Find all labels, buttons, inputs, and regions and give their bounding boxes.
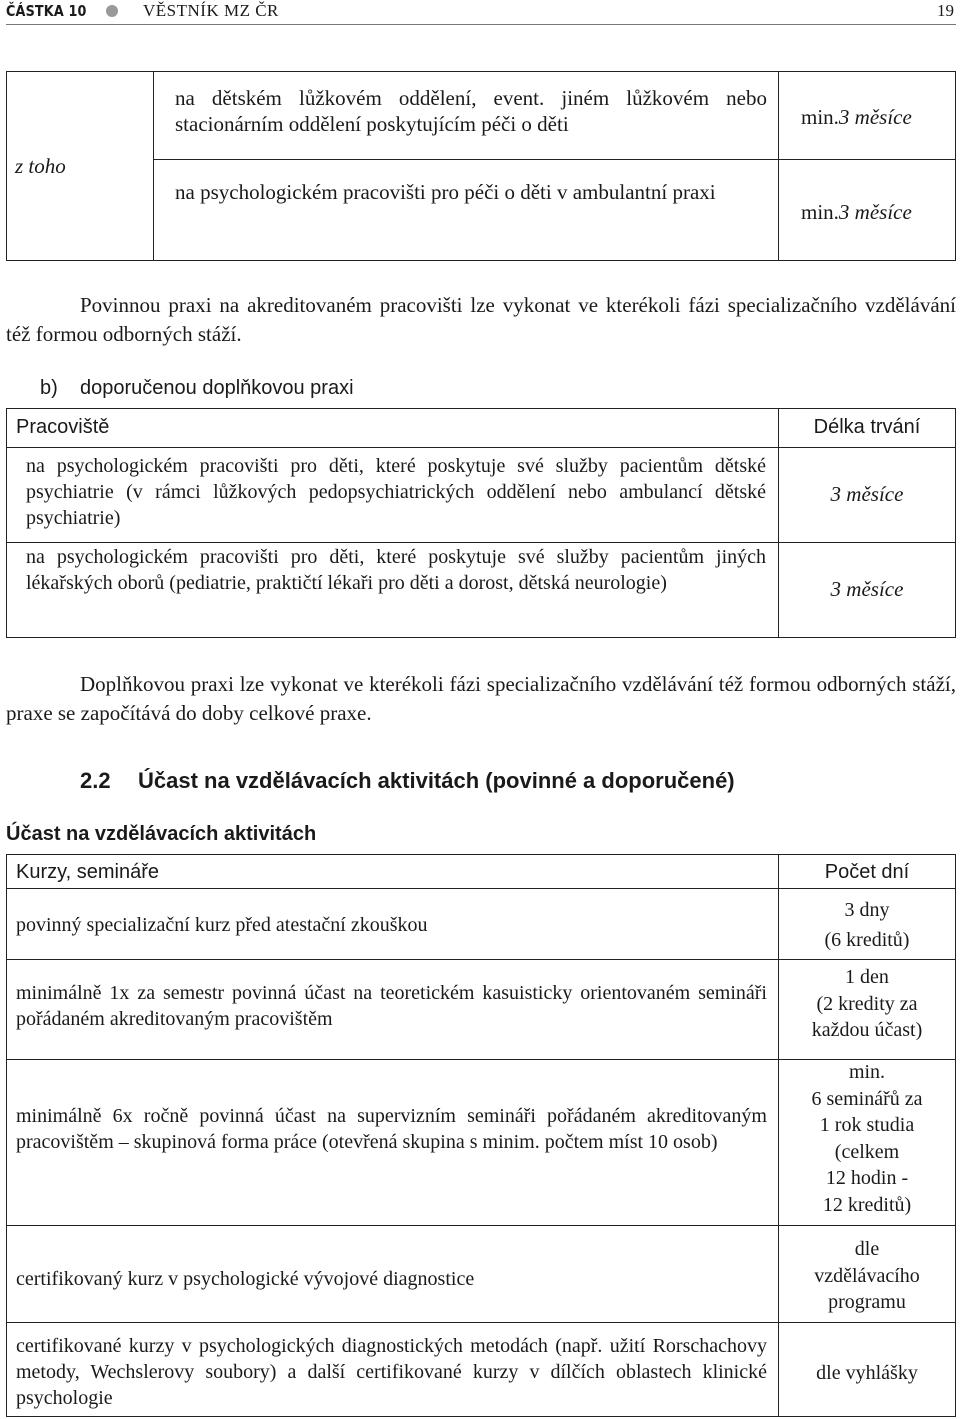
practice-table-mandatory <box>6 71 956 261</box>
table-cell-days <box>778 1358 956 1388</box>
section-number: 2.2 <box>80 768 111 793</box>
days-line: každou účast) <box>811 1019 923 1041</box>
table-divider <box>7 959 955 960</box>
group-label: z toho <box>15 154 66 178</box>
days-line: 1 rok studia <box>819 1114 915 1136</box>
table-cell-days <box>778 1236 956 1316</box>
paragraph-text: Doplňkovou praxi lze vykonat ve kterékoli fázi specializačního vzdělávání též formou odborných stáží, praxe se započítává do doby celkové praxe. <box>6 672 956 725</box>
table-cell-duration: 3 měsíce <box>830 482 904 506</box>
subheading-title: doporučenou doplňkovou praxi <box>80 377 354 399</box>
table-cell-workplace: na psychologickém pracovišti pro děti, které poskytuje své služby pacientům dětské psychiatrie (v rámci lůžkových pedopsychiatrických oddělení nebo ambulancí dětské psychiatrie) <box>26 455 766 529</box>
subheading <box>40 377 354 400</box>
table-divider <box>778 72 779 260</box>
duration-prefix: min. <box>801 105 839 129</box>
table-divider <box>7 888 955 889</box>
table-cell-duration <box>801 105 912 130</box>
table-cell-workplace: na psychologickém pracovišti pro děti, které poskytuje své služby pacientům jiných lékařských oborů (pediatrie, praktičtí lékaři pro děti a dorost, dětská neurologie) <box>26 546 766 594</box>
table-header: Délka trvání <box>813 416 921 438</box>
table-divider <box>7 1322 955 1323</box>
table-cell-days <box>778 895 956 955</box>
subheading-label: b) <box>40 377 58 399</box>
table-divider <box>153 159 955 160</box>
section-title: Účast na vzdělávacích aktivitách (povinné a doporučené) <box>138 768 735 793</box>
days-line: dle vyhlášky <box>816 1362 918 1384</box>
table-cell-course: certifikované kurzy v psychologických diagnostických metodách (např. užití Rorschachovy metody, Wechslerovy soubory) a další certifikované kurzy v dílčích oblastech klinické psychologie <box>16 1335 767 1409</box>
activities-table <box>6 854 956 1417</box>
table-cell-course: povinný specializační kurz před atestační zkouškou <box>16 914 428 936</box>
table-cell-days <box>778 1059 956 1218</box>
table-cell-workplace: na psychologickém pracovišti pro péči o děti v ambulantní praxi <box>175 180 716 204</box>
days-line: 1 den <box>845 966 889 988</box>
paragraph-text: Povinnou praxi na akreditovaném pracovišti lze vykonat ve kterékoli fázi specializačního vzdělávání též formou odborných stáží. <box>6 293 956 346</box>
practice-table-recommended <box>6 408 956 638</box>
table-header: Počet dní <box>824 861 910 883</box>
page-header <box>0 0 960 26</box>
table-divider <box>7 542 955 543</box>
days-line: 12 hodin - <box>825 1167 909 1189</box>
section-heading <box>80 768 735 794</box>
table-cell-course: certifikovaný kurz v psychologické vývojové diagnostice <box>16 1268 475 1290</box>
days-line: vzdělávacího <box>814 1264 920 1287</box>
days-line: 6 seminářů za <box>811 1087 923 1110</box>
bullet-icon <box>106 5 118 17</box>
table-cell-workplace: na dětském lůžkovém oddělení, event. jiném lůžkovém nebo stacionárním oddělení poskytujícím péči o děti <box>175 86 767 136</box>
subsection-heading: Účast na vzdělávacích aktivitách <box>6 823 317 845</box>
table-cell-course: minimálně 6x ročně povinná účast na supervizním semináři pořádaném akreditovaným pracovištěm – skupinová forma práce (otevřená skupina s minim. počtem míst 10 osob) <box>16 1105 767 1153</box>
days-line: (6 kreditů) <box>824 929 910 951</box>
days-line: (celkem <box>834 1140 900 1163</box>
page-number: 19 <box>937 1 954 20</box>
table-divider <box>778 409 779 637</box>
days-line: 12 kreditů) <box>822 1193 912 1216</box>
table-header: Pracoviště <box>16 416 110 438</box>
duration-value: 3 měsíce <box>838 105 912 129</box>
issue-label: ČÁSTKA 10 <box>6 2 87 20</box>
days-line: min. <box>848 1061 886 1083</box>
paragraph <box>6 670 956 728</box>
table-divider <box>153 72 154 260</box>
duration-prefix: min. <box>801 200 839 224</box>
days-line: (2 kredity za <box>816 992 918 1015</box>
table-cell-days <box>778 964 956 1044</box>
table-cell-duration <box>801 200 912 225</box>
days-line: 3 dny <box>844 899 890 921</box>
journal-title: VĚSTNÍK MZ ČR <box>143 1 279 20</box>
duration-value: 3 měsíce <box>838 200 912 224</box>
table-divider <box>7 1225 955 1226</box>
days-line: dle <box>854 1238 880 1260</box>
table-divider <box>7 447 955 448</box>
header-rule <box>6 24 956 25</box>
table-cell-duration: 3 měsíce <box>830 577 904 601</box>
table-header: Kurzy, semináře <box>16 861 160 883</box>
paragraph <box>6 291 956 349</box>
days-line: programu <box>828 1291 906 1313</box>
table-cell-course: minimálně 1x za semestr povinná účast na teoretickém kasuisticky orientovaném semináři pořádaném akreditovaným pracovištěm <box>16 982 767 1030</box>
